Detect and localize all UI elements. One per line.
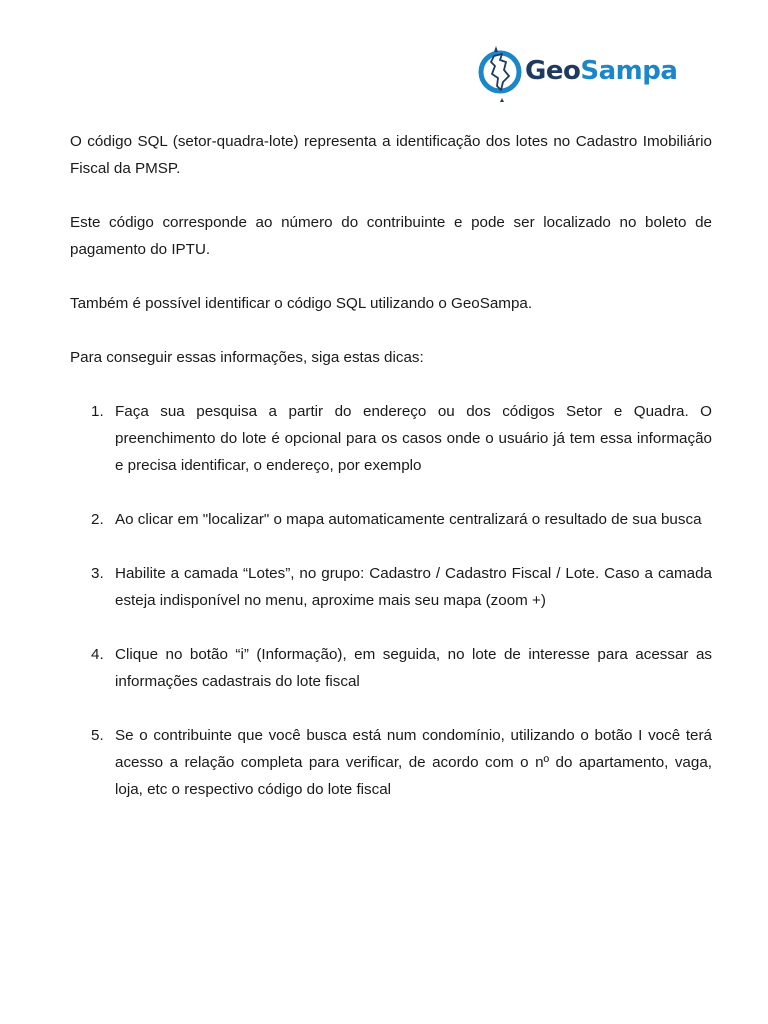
- logo-text-geo: Geo: [525, 56, 581, 86]
- document-body: [70, 128, 712, 830]
- paragraph-tips-intro: Para conseguir essas informações, siga estas dicas:: [70, 349, 424, 366]
- list-item-number: 3.: [91, 565, 104, 582]
- list-item-text: Faça sua pesquisa a partir do endereço ou dos códigos Setor e Quadra. O preenchimento do lote é opcional para os casos onde o usuário já tem essa informação e precisa identificar, o endereço, por exemplo: [115, 403, 712, 474]
- list-item: [70, 722, 712, 803]
- list-item: [70, 506, 712, 533]
- paragraph-sql-definition: O código SQL (setor-quadra-lote) representa a identificação dos lotes no Cadastro Imobiliário Fiscal da PMSP.: [70, 133, 712, 177]
- list-item: [70, 641, 712, 695]
- paragraph-taxpayer-number: Este código corresponde ao número do contribuinte e pode ser localizado no boleto de pagamento do IPTU.: [70, 214, 712, 258]
- logo-wordmark: [525, 54, 677, 88]
- geosampa-logo: [476, 40, 676, 104]
- list-item-number: 5.: [91, 727, 104, 744]
- list-item-text: Se o contribuinte que você busca está num condomínio, utilizando o botão I você terá acesso a relação completa para verificar, de acordo com o nº do apartamento, vaga, loja, etc o respectivo código do lote fiscal: [115, 727, 712, 798]
- list-item: [70, 560, 712, 614]
- list-item-text: Ao clicar em "localizar" o mapa automaticamente centralizará o resultado de sua busca: [115, 511, 702, 528]
- list-item-text: Clique no botão “i” (Informação), em seguida, no lote de interesse para acessar as informações cadastrais do lote fiscal: [115, 646, 712, 690]
- tips-list: [70, 398, 712, 803]
- list-item-number: 2.: [91, 511, 104, 528]
- globe-map-icon: [476, 40, 524, 104]
- list-item: [70, 398, 712, 479]
- list-item-text: Habilite a camada “Lotes”, no grupo: Cadastro / Cadastro Fiscal / Lote. Caso a camada esteja indisponível no menu, aproxime mais seu mapa (zoom +): [115, 565, 712, 609]
- logo-text-sampa: Sampa: [580, 56, 678, 86]
- list-item-number: 1.: [91, 403, 104, 420]
- paragraph-geosampa: Também é possível identificar o código SQL utilizando o GeoSampa.: [70, 295, 533, 312]
- list-item-number: 4.: [91, 646, 104, 663]
